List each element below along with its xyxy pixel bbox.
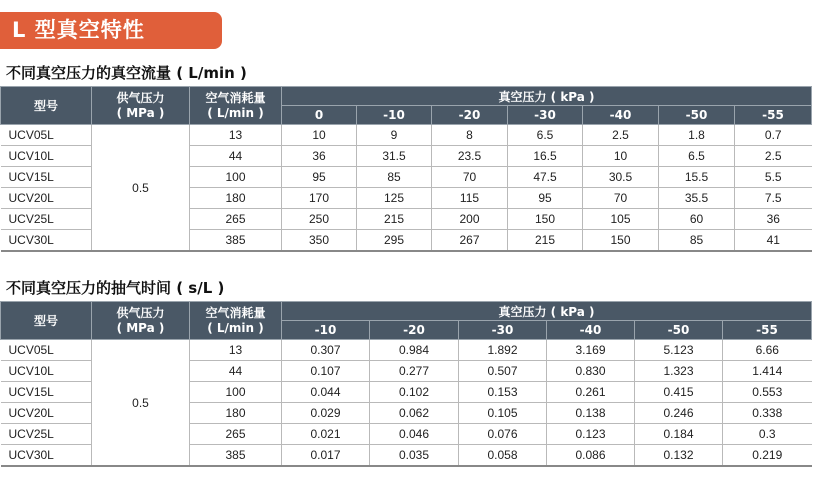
cell-value: 0.415 <box>635 382 723 403</box>
cell-value: 1.892 <box>459 340 547 361</box>
cell-model: UCV25L <box>1 424 92 445</box>
cell-value: 215 <box>357 209 432 230</box>
cell-air-consumption: 385 <box>190 445 282 467</box>
cell-value: 250 <box>282 209 357 230</box>
cell-value: 170 <box>282 188 357 209</box>
cell-value: 115 <box>432 188 508 209</box>
header-vacuum-col: -40 <box>547 321 635 340</box>
cell-model: UCV10L <box>1 361 92 382</box>
cell-value: 6.5 <box>508 125 583 146</box>
cell-value: 0.021 <box>282 424 370 445</box>
vacuum-flow-table <box>0 86 812 252</box>
header-air-unit: ( L/min ) <box>207 320 264 335</box>
cell-air-consumption: 44 <box>190 146 282 167</box>
cell-value: 0.017 <box>282 445 370 467</box>
table-row <box>1 125 812 146</box>
cell-model: UCV05L <box>1 125 92 146</box>
header-air-label: 空气消耗量 <box>205 90 266 105</box>
cell-model: UCV25L <box>1 209 92 230</box>
header-vacuum-col: 0 <box>282 106 357 125</box>
cell-model: UCV05L <box>1 340 92 361</box>
cell-value: 0.246 <box>635 403 723 424</box>
cell-value: 0.138 <box>547 403 635 424</box>
cell-value: 267 <box>432 230 508 252</box>
cell-value: 0.307 <box>282 340 370 361</box>
header-vacuum-col: -30 <box>459 321 547 340</box>
header-vacuum-col: -10 <box>357 106 432 125</box>
flow-table-title: 不同真空压力的真空流量 ( L/min ) <box>6 64 247 82</box>
cell-value: 150 <box>508 209 583 230</box>
cell-value: 295 <box>357 230 432 252</box>
cell-air-consumption: 13 <box>190 125 282 146</box>
cell-value: 350 <box>282 230 357 252</box>
cell-value: 95 <box>282 167 357 188</box>
cell-value: 15.5 <box>659 167 735 188</box>
cell-model: UCV15L <box>1 167 92 188</box>
header-supply-label: 供气压力 <box>116 305 165 320</box>
cell-value: 125 <box>357 188 432 209</box>
cell-value: 95 <box>508 188 583 209</box>
cell-value: 6.66 <box>723 340 812 361</box>
cell-value: 1.323 <box>635 361 723 382</box>
cell-value: 0.507 <box>459 361 547 382</box>
cell-value: 0.123 <box>547 424 635 445</box>
cell-air-consumption: 100 <box>190 167 282 188</box>
cell-value: 10 <box>583 146 659 167</box>
evacuation-time-table <box>0 301 812 467</box>
header-vacuum-col: -40 <box>583 106 659 125</box>
cell-value: 0.086 <box>547 445 635 467</box>
header-vacuum-col: -50 <box>659 106 735 125</box>
header-vacuum-col: -20 <box>432 106 508 125</box>
cell-value: 0.830 <box>547 361 635 382</box>
cell-value: 105 <box>583 209 659 230</box>
cell-value: 0.7 <box>735 125 812 146</box>
cell-supply-pressure: 0.5 <box>92 340 190 467</box>
header-model: 型号 <box>1 302 92 340</box>
cell-value: 5.123 <box>635 340 723 361</box>
header-supply-pressure <box>92 302 190 340</box>
cell-value: 6.5 <box>659 146 735 167</box>
cell-value: 1.414 <box>723 361 812 382</box>
cell-value: 0.105 <box>459 403 547 424</box>
cell-model: UCV15L <box>1 382 92 403</box>
cell-value: 0.046 <box>370 424 459 445</box>
cell-air-consumption: 13 <box>190 340 282 361</box>
header-vacuum-col: -55 <box>735 106 812 125</box>
cell-value: 31.5 <box>357 146 432 167</box>
cell-air-consumption: 180 <box>190 403 282 424</box>
evacuation-time-table-title: 不同真空压力的抽气时间 ( s/L ) <box>6 279 225 297</box>
cell-value: 41 <box>735 230 812 252</box>
cell-air-consumption: 385 <box>190 230 282 252</box>
cell-value: 60 <box>659 209 735 230</box>
header-air-unit: ( L/min ) <box>207 105 264 120</box>
cell-value: 200 <box>432 209 508 230</box>
cell-value: 0.553 <box>723 382 812 403</box>
cell-value: 0.076 <box>459 424 547 445</box>
cell-model: UCV10L <box>1 146 92 167</box>
cell-value: 215 <box>508 230 583 252</box>
cell-value: 23.5 <box>432 146 508 167</box>
table-row <box>1 340 812 361</box>
cell-value: 85 <box>357 167 432 188</box>
cell-value: 0.107 <box>282 361 370 382</box>
cell-value: 0.153 <box>459 382 547 403</box>
cell-air-consumption: 44 <box>190 361 282 382</box>
header-vacuum-pressure: 真空压力 ( kPa ) <box>282 87 812 106</box>
cell-value: 70 <box>432 167 508 188</box>
cell-value: 8 <box>432 125 508 146</box>
cell-air-consumption: 265 <box>190 209 282 230</box>
cell-value: 0.984 <box>370 340 459 361</box>
cell-value: 36 <box>735 209 812 230</box>
cell-value: 0.3 <box>723 424 812 445</box>
cell-value: 0.338 <box>723 403 812 424</box>
header-vacuum-pressure: 真空压力 ( kPa ) <box>282 302 812 321</box>
cell-supply-pressure: 0.5 <box>92 125 190 252</box>
cell-value: 70 <box>583 188 659 209</box>
cell-value: 0.035 <box>370 445 459 467</box>
cell-value: 10 <box>282 125 357 146</box>
cell-value: 0.132 <box>635 445 723 467</box>
cell-value: 0.044 <box>282 382 370 403</box>
header-vacuum-col: -20 <box>370 321 459 340</box>
cell-value: 1.8 <box>659 125 735 146</box>
header-vacuum-col: -55 <box>723 321 812 340</box>
cell-value: 47.5 <box>508 167 583 188</box>
cell-value: 0.062 <box>370 403 459 424</box>
cell-value: 9 <box>357 125 432 146</box>
cell-value: 2.5 <box>583 125 659 146</box>
cell-model: UCV20L <box>1 188 92 209</box>
header-vacuum-col: -30 <box>508 106 583 125</box>
cell-value: 30.5 <box>583 167 659 188</box>
cell-value: 36 <box>282 146 357 167</box>
cell-model: UCV20L <box>1 403 92 424</box>
cell-value: 5.5 <box>735 167 812 188</box>
cell-value: 0.184 <box>635 424 723 445</box>
cell-value: 150 <box>583 230 659 252</box>
header-model: 型号 <box>1 87 92 125</box>
header-air-consumption <box>190 87 282 125</box>
cell-air-consumption: 180 <box>190 188 282 209</box>
header-supply-unit: ( MPa ) <box>116 105 165 120</box>
header-supply-label: 供气压力 <box>116 90 165 105</box>
cell-model: UCV30L <box>1 445 92 467</box>
cell-value: 0.029 <box>282 403 370 424</box>
cell-value: 2.5 <box>735 146 812 167</box>
cell-value: 7.5 <box>735 188 812 209</box>
cell-value: 0.219 <box>723 445 812 467</box>
cell-air-consumption: 100 <box>190 382 282 403</box>
cell-value: 16.5 <box>508 146 583 167</box>
cell-model: UCV30L <box>1 230 92 252</box>
header-vacuum-col: -10 <box>282 321 370 340</box>
cell-value: 0.102 <box>370 382 459 403</box>
cell-value: 3.169 <box>547 340 635 361</box>
cell-value: 85 <box>659 230 735 252</box>
cell-value: 35.5 <box>659 188 735 209</box>
cell-value: 0.277 <box>370 361 459 382</box>
header-supply-pressure <box>92 87 190 125</box>
header-vacuum-col: -50 <box>635 321 723 340</box>
cell-value: 0.261 <box>547 382 635 403</box>
section-banner: L 型真空特性 <box>0 12 222 49</box>
cell-value: 0.058 <box>459 445 547 467</box>
header-air-label: 空气消耗量 <box>205 305 266 320</box>
header-air-consumption <box>190 302 282 340</box>
cell-air-consumption: 265 <box>190 424 282 445</box>
header-supply-unit: ( MPa ) <box>116 320 165 335</box>
